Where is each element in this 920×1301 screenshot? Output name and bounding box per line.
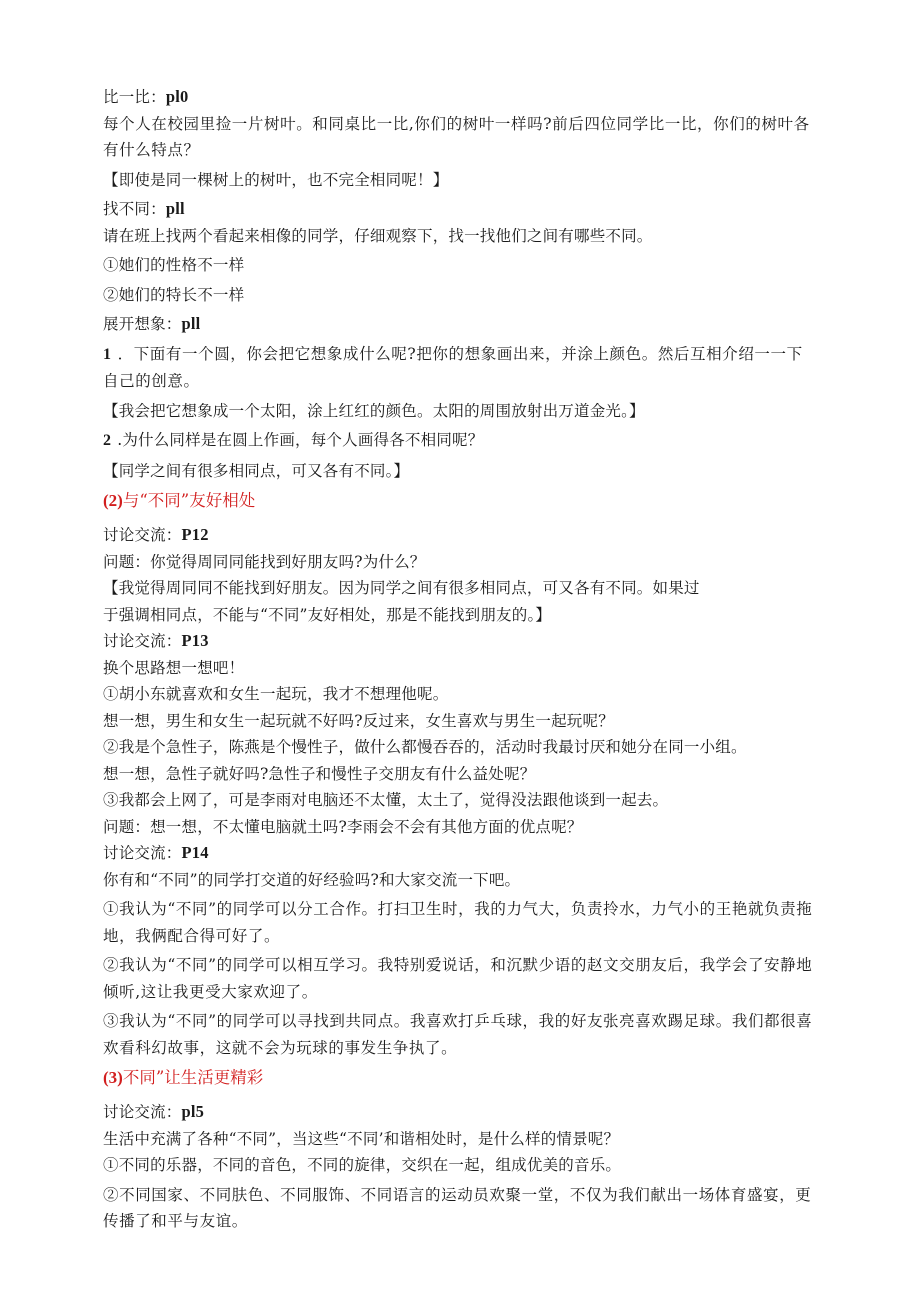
- question-1: 1 ．下面有一个圆，你会把它想象成什么呢?把你的想象画出来，并涂上颜色。然后互相介绍一一下自己的创意。: [103, 344, 803, 390]
- section-title-compare: 比一比：pl0: [103, 87, 189, 106]
- list-item: ③我认为“不同”的同学可以寻找到共同点。我喜欢打乒乓球，我的好友张亮喜欢踢足球。我们都很喜欢看科幻故事，这就不会为玩球的事发生争执了。: [103, 1012, 813, 1057]
- paragraph: 生活中充满了各种“不同”，当这些“不同’和谐相处时，是什么样的情景呢？: [103, 1129, 620, 1148]
- page-ref: pl5: [181, 1102, 205, 1121]
- section-heading-2: (2)与“不同”友好相处: [103, 491, 256, 510]
- answer-text: 【我会把它想象成一个太阳，涂上红红的颜色。太阳的周围放射出万道金光。】: [103, 401, 645, 420]
- list-item: ②她们的特长不一样: [103, 285, 245, 304]
- section-title-discussion: 讨论交流：P13: [103, 631, 209, 650]
- page-ref: P14: [181, 843, 209, 862]
- paragraph: 每个人在校园里捡一片树叶。和同桌比一比,你们的树叶一样吗?前后四位同学比一比，你们的树叶各有什么特点？: [103, 114, 810, 159]
- list-item: ③我都会上网了，可是李雨对电脑还不太懂，太土了，觉得没法跟他谈到一起去。: [103, 791, 669, 809]
- page-ref: pll: [165, 199, 185, 218]
- section-title-discussion: 讨论交流：pl5: [103, 1102, 205, 1121]
- list-item: ②我认为“不同”的同学可以相互学习。我特别爱说话，和沉默少语的赵文交朋友后，我学会了安静地倾听,这让我更受大家欢迎了。: [103, 956, 813, 1001]
- section-title-imagine: 展开想象：pll: [103, 314, 201, 333]
- answer-text: 【同学之间有很多相同点，可又各有不同。】: [103, 461, 410, 480]
- list-item: ②我是个急性子，陈燕是个慢性子，做什么都慢吞吞的，活动时我最讨厌和她分在同一小组。: [103, 738, 747, 756]
- paragraph: 请在班上找两个看起来相像的同学，仔细观察下，找一找他们之间有哪些不同。: [103, 226, 653, 245]
- page-ref: P13: [181, 631, 209, 650]
- list-item: ①胡小东就喜欢和女生一起玩，我才不想理他呢。: [103, 685, 449, 703]
- page-ref: P12: [181, 525, 209, 544]
- page-ref: pl0: [165, 87, 189, 106]
- list-item: ①我认为“不同”的同学可以分工合作。打扫卫生时，我的力气大，负责拎水，力气小的王艳就负责拖地，我俩配合得可好了。: [103, 900, 813, 945]
- paragraph: 想一想，急性子就好吗?急性子和慢性子交朋友有什么益处呢？: [103, 764, 536, 783]
- section-title-find-differences: 找不同：pll: [103, 199, 185, 218]
- answer-text: 于强调相同点，不能与“不同”友好相处，那是不能找到朋友的。】: [103, 605, 552, 624]
- question-2: 2 .为什么同样是在圆上作画，每个人画得各不相同呢？: [103, 431, 484, 449]
- list-item: ①她们的性格不一样: [103, 256, 245, 274]
- paragraph: 换个思路想一想吧！: [103, 658, 245, 677]
- list-item: ①不同的乐器，不同的音色，不同的旋律，交织在一起，组成优美的音乐。: [103, 1156, 622, 1174]
- question-text: 问题：你觉得周同同能找到好朋友吗?为什么？: [103, 552, 426, 571]
- section-heading-3: (3)不同”让生活更精彩: [103, 1068, 264, 1087]
- section-title-discussion: 讨论交流：P14: [103, 843, 209, 862]
- question-text: 问题：想一想，不太懂电脑就土吗?李雨会不会有其他方面的优点呢？: [103, 817, 583, 836]
- document-page: [103, 84, 817, 1235]
- answer-text: 【我觉得周同同不能找到好朋友。因为同学之间有很多相同点，可又各有不同。如果过: [103, 579, 700, 597]
- paragraph: 想一想，男生和女生一起玩就不好吗?反过来，女生喜欢与男生一起玩呢？: [103, 711, 614, 730]
- paragraph: 你有和“不同”的同学打交道的好经验吗?和大家交流一下吧。: [103, 870, 521, 889]
- page-ref: pll: [181, 314, 201, 333]
- list-item: ②不同国家、不同肤色、不同服饰、不同语言的运动员欢聚一堂，不仅为我们献出一场体育盛宴，更传播了和平与友谊。: [103, 1185, 812, 1230]
- section-title-discussion: 讨论交流：P12: [103, 525, 209, 544]
- answer-text: 【即使是同一棵树上的树叶，也不完全相同呢！】: [103, 170, 449, 189]
